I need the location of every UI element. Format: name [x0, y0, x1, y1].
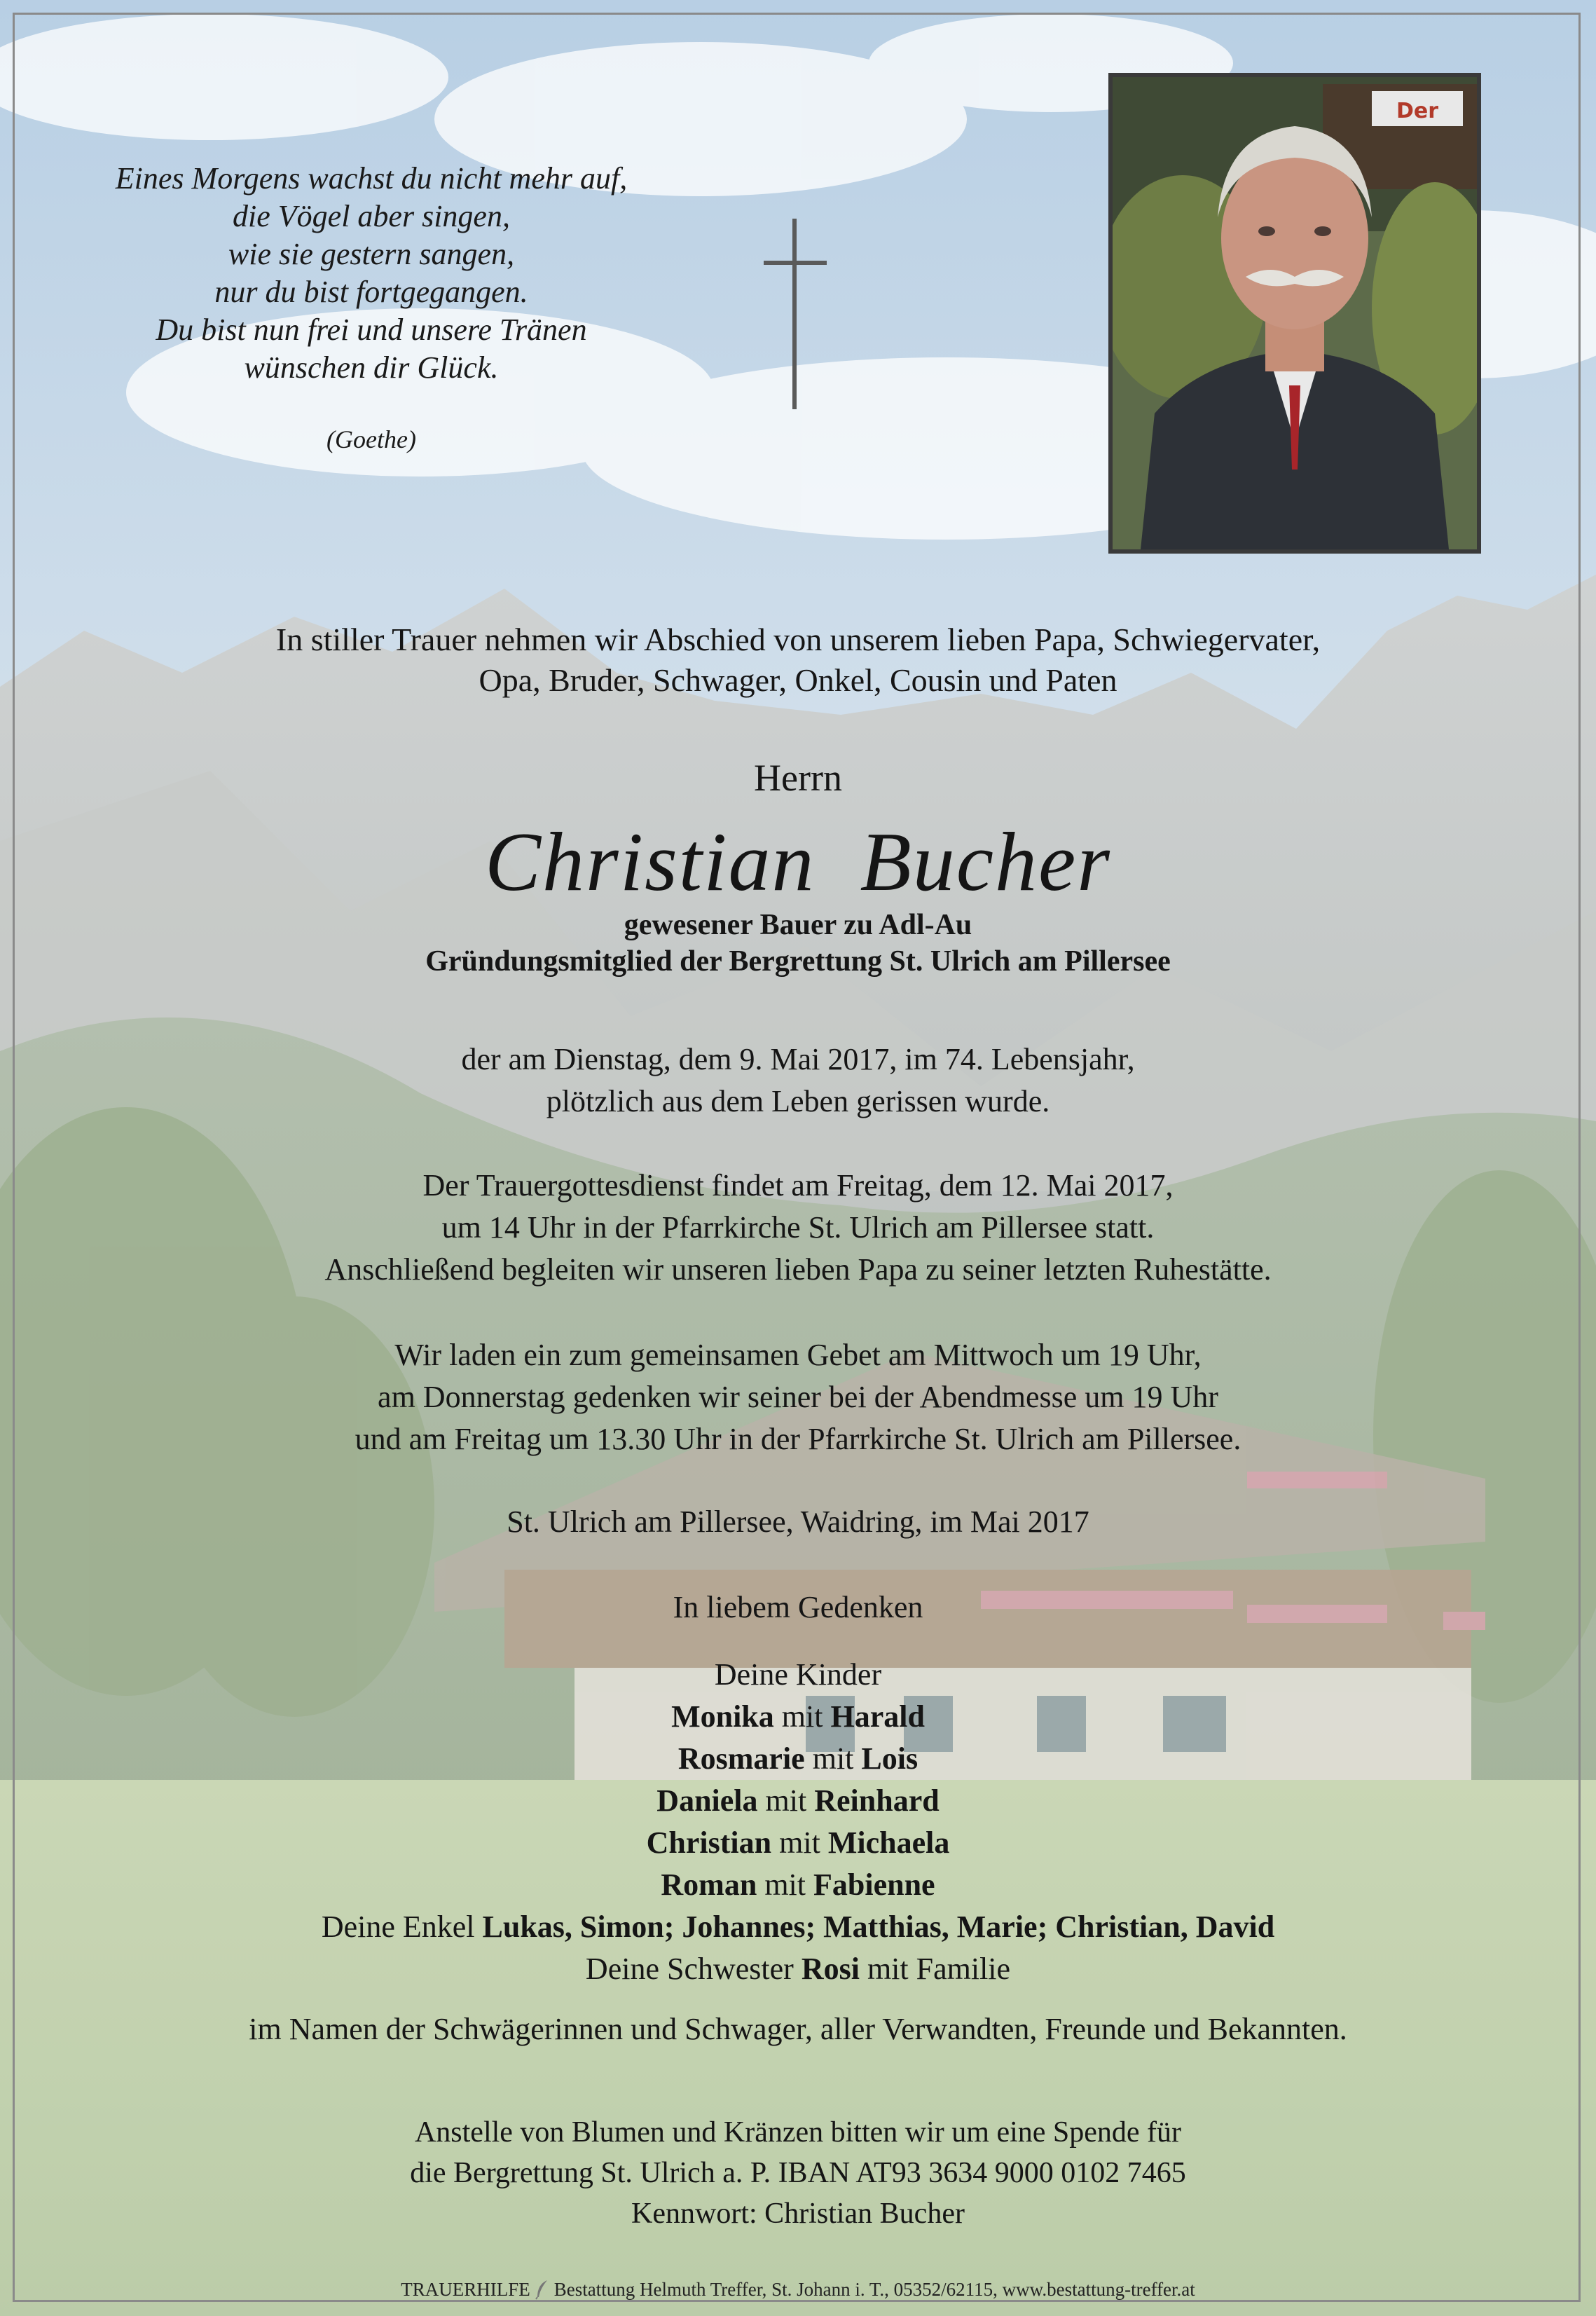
intro-text — [0, 619, 1596, 701]
child-name: Rosmarie — [677, 1741, 805, 1776]
partner-name: Fabienne — [813, 1868, 935, 1902]
children-label: Deine Kinder — [714, 1657, 882, 1692]
footer — [0, 2277, 1596, 2301]
connector: mit — [765, 1783, 807, 1818]
sister-label: Deine Schwester — [585, 1952, 794, 1986]
partner-name: Michaela — [827, 1825, 950, 1860]
child-row — [0, 1780, 1596, 1822]
child-name: Monika — [671, 1699, 774, 1734]
prayer-line: Wir laden ein zum gemeinsamen Gebet am Mittwoch um 19 Uhr, — [394, 1338, 1202, 1372]
partner-name: Harald — [830, 1699, 925, 1734]
grandchildren-label: Deine Enkel — [321, 1910, 475, 1944]
connector: mit — [781, 1699, 823, 1734]
funeral-line: um 14 Uhr in der Pfarrkirche St. Ulrich am Pillersee statt. — [441, 1210, 1155, 1245]
child-row — [0, 1822, 1596, 1864]
sister-row — [0, 1948, 1596, 1990]
connector: mit — [764, 1868, 806, 1902]
funeral-line: Anschließend begleiten wir unseren lieben Papa zu seiner letzten Ruhestätte. — [324, 1252, 1272, 1287]
place-date: St. Ulrich am Pillersee, Waidring, im Mai 2017 — [507, 1505, 1089, 1539]
in-memory: In liebem Gedenken — [673, 1590, 923, 1624]
death-notice-line: der am Dienstag, dem 9. Mai 2017, im 74. Lebensjahr, — [461, 1042, 1135, 1076]
child-name: Daniela — [656, 1783, 758, 1818]
donation-request — [0, 2112, 1596, 2234]
relatives-line: im Namen der Schwägerinnen und Schwager, aller Verwandten, Freunde und Bekannten. — [249, 2012, 1347, 2046]
child-row — [0, 1738, 1596, 1780]
death-notice-line: plötzlich aus dem Leben gerissen wurde. — [546, 1084, 1050, 1118]
prayer-invitation — [0, 1334, 1596, 1460]
child-row — [0, 1864, 1596, 1906]
funeral-line: Der Trauergottesdienst findet am Freitag, dem 12. Mai 2017, — [422, 1168, 1174, 1202]
partner-name: Reinhard — [814, 1783, 940, 1818]
donation-line: Anstelle von Blumen und Kränzen bitten wir um eine Spende für — [414, 2116, 1182, 2149]
deceased-name: Christian Bucher — [485, 815, 1111, 908]
funeral-service — [0, 1165, 1596, 1291]
donation-line: die Bergrettung St. Ulrich a. P. IBAN AT93 3634 9000 0102 7465 — [410, 2157, 1186, 2189]
poem-author: (Goethe) — [326, 425, 416, 453]
intro-line: Opa, Bruder, Schwager, Onkel, Cousin und Paten — [479, 662, 1117, 698]
connector: mit — [812, 1741, 854, 1776]
prayer-line: und am Freitag um 13.30 Uhr in der Pfarrkirche St. Ulrich am Pillersee. — [355, 1422, 1241, 1456]
grandchildren-names: Lukas, Simon; Johannes; Matthias, Marie; Christian, David — [482, 1910, 1275, 1944]
title-line: gewesener Bauer zu Adl-Au — [624, 909, 972, 941]
child-name: Roman — [661, 1868, 757, 1902]
footer-brand: TRAUERHILFE — [401, 2279, 530, 2300]
salutation: Herrn — [754, 757, 842, 799]
poem-line: wie sie gestern sangen, — [228, 237, 515, 271]
mourners-list — [0, 1654, 1596, 1990]
poem-line: nur du bist fortgegangen. — [214, 275, 528, 309]
death-notice — [0, 1039, 1596, 1123]
poem — [56, 160, 687, 458]
connector: mit — [779, 1825, 820, 1860]
poem-line: die Vögel aber singen, — [233, 199, 510, 233]
portrait-frame — [1108, 73, 1481, 554]
titles — [0, 907, 1596, 980]
feather-logo-icon — [535, 2279, 550, 2300]
prayer-line: am Donnerstag gedenken wir seiner bei der Abendmesse um 19 Uhr — [378, 1380, 1218, 1414]
sister-suffix: mit Familie — [867, 1952, 1011, 1986]
sister-name: Rosi — [801, 1952, 860, 1986]
partner-name: Lois — [861, 1741, 919, 1776]
portrait-photo — [1113, 77, 1477, 549]
poem-line: wünschen dir Glück. — [244, 350, 499, 385]
donation-line: Kennwort: Christian Bucher — [631, 2198, 965, 2230]
child-name: Christian — [646, 1825, 772, 1860]
photo-sign: Der — [1396, 99, 1439, 123]
poem-line: Du bist nun frei und unsere Tränen — [156, 313, 587, 347]
title-line: Gründungsmitglied der Bergrettung St. Ulrich am Pillersee — [425, 945, 1171, 978]
grandchildren-row — [0, 1906, 1596, 1948]
poem-line: Eines Morgens wachst du nicht mehr auf, — [115, 161, 628, 196]
footer-text: Bestattung Helmuth Treffer, St. Johann i. T., 05352/62115, www.bestattung-treffer.at — [553, 2279, 1195, 2300]
cross-icon — [764, 219, 827, 409]
child-row — [0, 1696, 1596, 1738]
intro-line: In stiller Trauer nehmen wir Abschied von unserem lieben Papa, Schwiegervater, — [275, 622, 1321, 657]
